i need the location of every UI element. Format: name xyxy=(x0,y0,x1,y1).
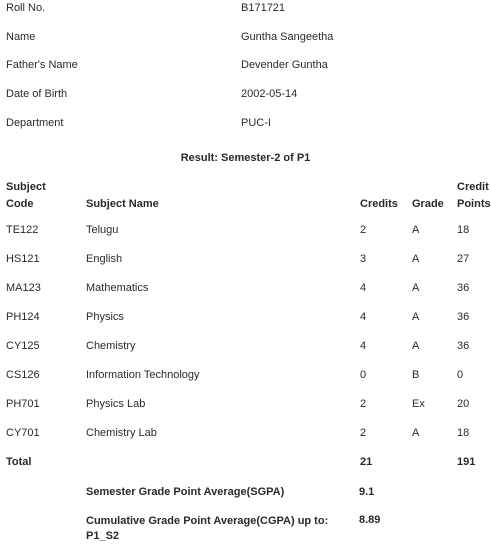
row-credit-points: 36 xyxy=(457,311,470,323)
row-grade: A xyxy=(412,340,420,352)
name-value: Guntha Sangeetha xyxy=(241,31,334,43)
department-value: PUC-I xyxy=(241,117,271,129)
row-grade: A xyxy=(412,224,420,236)
cgpa-label-line1: Cumulative Grade Point Average(CGPA) up to: xyxy=(86,515,329,527)
total-credit-points: 191 xyxy=(457,456,476,468)
row-subject-name: Mathematics xyxy=(86,282,149,294)
row-credit-points: 36 xyxy=(457,282,470,294)
sgpa-label: Semester Grade Point Average(SGPA) xyxy=(86,486,285,498)
row-subject-code: CY125 xyxy=(6,340,40,352)
row-subject-code: HS121 xyxy=(6,253,40,265)
row-grade: A xyxy=(412,427,420,439)
header-credit-points-line1: Credit xyxy=(457,181,489,193)
row-subject-name: Information Technology xyxy=(86,369,200,381)
row-credits: 4 xyxy=(360,311,367,323)
row-credits: 4 xyxy=(360,340,367,352)
result-title: Result: Semester-2 of P1 xyxy=(180,152,311,164)
row-subject-code: PH701 xyxy=(6,398,40,410)
father-name-value: Devender Guntha xyxy=(241,59,328,71)
cgpa-value: 8.89 xyxy=(359,514,381,526)
row-grade: B xyxy=(412,369,420,381)
header-subject-code-line1: Subject xyxy=(6,181,46,193)
header-subject-name: Subject Name xyxy=(86,198,159,210)
row-subject-code: TE122 xyxy=(6,224,39,236)
row-credit-points: 0 xyxy=(457,369,464,381)
row-credits: 3 xyxy=(360,253,367,265)
row-subject-name: Physics xyxy=(86,311,124,323)
header-subject-code xyxy=(6,179,46,213)
row-grade: A xyxy=(412,253,420,265)
header-credits: Credits xyxy=(360,198,398,210)
row-grade: A xyxy=(412,311,420,323)
sgpa-value: 9.1 xyxy=(359,486,375,498)
header-grade: Grade xyxy=(412,198,444,210)
row-subject-code: CY701 xyxy=(6,427,40,439)
dob-value: 2002-05-14 xyxy=(241,88,298,100)
total-credits: 21 xyxy=(360,456,373,468)
row-subject-name: Chemistry Lab xyxy=(86,427,157,439)
row-credits: 2 xyxy=(360,398,367,410)
father-name-label: Father's Name xyxy=(6,59,78,71)
row-credit-points: 27 xyxy=(457,253,470,265)
row-credits: 0 xyxy=(360,369,367,381)
roll-value: B171721 xyxy=(241,2,286,14)
row-credit-points: 18 xyxy=(457,427,470,439)
roll-label: Roll No. xyxy=(6,2,46,14)
header-credit-points xyxy=(457,179,491,213)
row-subject-name: English xyxy=(86,253,123,265)
row-grade: A xyxy=(412,282,420,294)
department-label: Department xyxy=(6,117,64,129)
row-subject-name: Chemistry xyxy=(86,340,136,352)
row-subject-code: CS126 xyxy=(6,369,40,381)
name-label: Name xyxy=(6,31,36,43)
row-grade: Ex xyxy=(412,398,425,410)
row-credit-points: 20 xyxy=(457,398,470,410)
row-credits: 2 xyxy=(360,224,367,236)
dob-label: Date of Birth xyxy=(6,88,68,100)
row-subject-code: PH124 xyxy=(6,311,40,323)
row-credit-points: 36 xyxy=(457,340,470,352)
header-subject-code-line2: Code xyxy=(6,198,34,210)
row-subject-name: Telugu xyxy=(86,224,119,236)
row-subject-name: Physics Lab xyxy=(86,398,146,410)
header-credit-points-line2: Points xyxy=(457,198,491,210)
row-credits: 4 xyxy=(360,282,367,294)
row-credits: 2 xyxy=(360,427,367,439)
row-subject-code: MA123 xyxy=(6,282,41,294)
cgpa-label-line2: P1_S2 xyxy=(86,530,120,542)
total-label: Total xyxy=(6,456,32,468)
row-credit-points: 18 xyxy=(457,224,470,236)
